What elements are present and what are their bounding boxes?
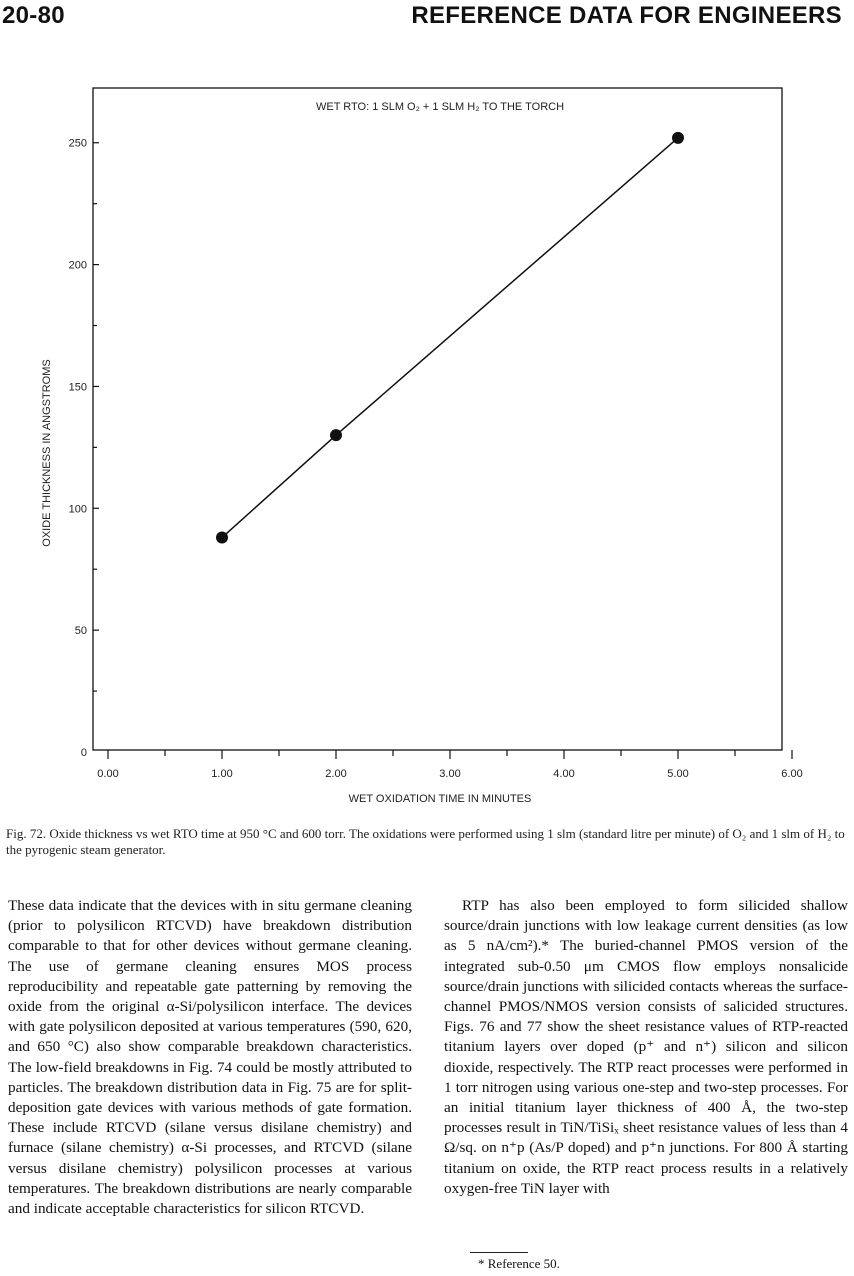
x-tick-label: 1.00: [211, 768, 233, 780]
series-group: [216, 132, 684, 544]
y-tick-label: 200: [68, 259, 87, 272]
page-number: 20-80: [2, 2, 65, 29]
x-axis-title: WET OXIDATION TIME IN MINUTES: [348, 793, 532, 805]
footnote-rule: [470, 1252, 528, 1253]
y-tick-label: 0: [80, 747, 87, 759]
data-point: [330, 429, 342, 441]
figure-caption: Fig. 72. Oxide thickness vs wet RTO time at 950 °C and 600 torr. The oxidations were performed using 1 slm (standard litre per minute) of O₂ and 1 slm of H₂ to the pyrogenic steam generator.: [6, 826, 845, 857]
x-tick-label: 0.00: [97, 768, 119, 780]
x-tick-label: 6.00: [781, 768, 803, 780]
y-axis-ticks: [69, 138, 99, 759]
y-tick-label: 250: [68, 137, 87, 150]
body-column-right: [444, 896, 848, 1199]
data-point: [216, 532, 228, 544]
x-tick-label: 3.00: [439, 768, 461, 780]
body-paragraph: These data indicate that the devices with in situ germane cleaning (prior to polysilicon RTCVD) have breakdown distribution comparable to that for other devices without germane cleaning. The use of germane cleaning ensures MOS process reproducibility and repeatable gate patterning by removing the oxide from the original α-Si/polysilicon interface. The devices with gate polysilicon deposited at various temperatures (590, 620, and 650 °C) also show comparable breakdown characteristics. The low-field breakdowns in Fig. 74 could be mostly attributed to particles. The breakdown distribution data in Fig. 75 are for split-deposition gate devices with various methods of gate formation. These include RTCVD (silane versus disilane chemistry) and furnace (silane chemistry) α-Si processes, and RTCVD (silane versus disilane chemistry) polysilicon processes at various temperatures. The breakdown distributions are nearly comparable and indicate acceptable characteristics for silicon RTCVD.: [8, 897, 412, 1218]
figure-72: [0, 60, 854, 820]
x-tick-label: 5.00: [667, 768, 689, 780]
page-header: [0, 0, 854, 40]
plot-frame: [93, 88, 782, 750]
y-axis-title: OXIDE THICKNESS IN ANGSTROMS: [41, 359, 53, 547]
running-head: REFERENCE DATA FOR ENGINEERS: [411, 2, 842, 29]
series-line: [222, 138, 678, 538]
x-axis-ticks: [97, 750, 802, 780]
chart-annotation: WET RTO: 1 SLM O₂ + 1 SLM H₂ TO THE TORCH: [315, 101, 565, 113]
x-tick-label: 4.00: [553, 768, 575, 780]
y-tick-label: 100: [68, 503, 87, 516]
body-column-left: [8, 896, 412, 1219]
x-tick-label: 2.00: [325, 768, 347, 780]
footnote: * Reference 50.: [478, 1256, 560, 1271]
body-paragraph: RTP has also been employed to form silicided shallow source/drain junctions with low leakage current densities (as low as 5 nA/cm²).* The buried-channel PMOS version of the integrated sub-0.50 μm CMOS flow employs nonsalicide source/drain junctions with silicided contacts whereas the surface-channel PMOS/NMOS version consists of salicided structures. Figs. 76 and 77 show the sheet resistance values of RTP-reacted titanium layers over doped (p⁺ and n⁺) silicon and silicon dioxide, respectively. The RTP react processes were performed in 1 torr nitrogen using various one-step and two-step processes. For an initial titanium layer thickness of 400 Å, the two-step processes result in TiN/TiSiₓ sheet resistance values of less than 4 Ω/sq. on n⁺p (As/P doped) and p⁺n junctions. For 800 Å starting titanium on oxide, the RTP react process results in a relatively oxygen-free TiN layer with: [444, 897, 848, 1197]
oxide-thickness-chart: [0, 60, 854, 820]
data-point: [672, 132, 684, 144]
y-tick-label: 50: [74, 625, 87, 638]
y-tick-label: 150: [68, 381, 87, 394]
